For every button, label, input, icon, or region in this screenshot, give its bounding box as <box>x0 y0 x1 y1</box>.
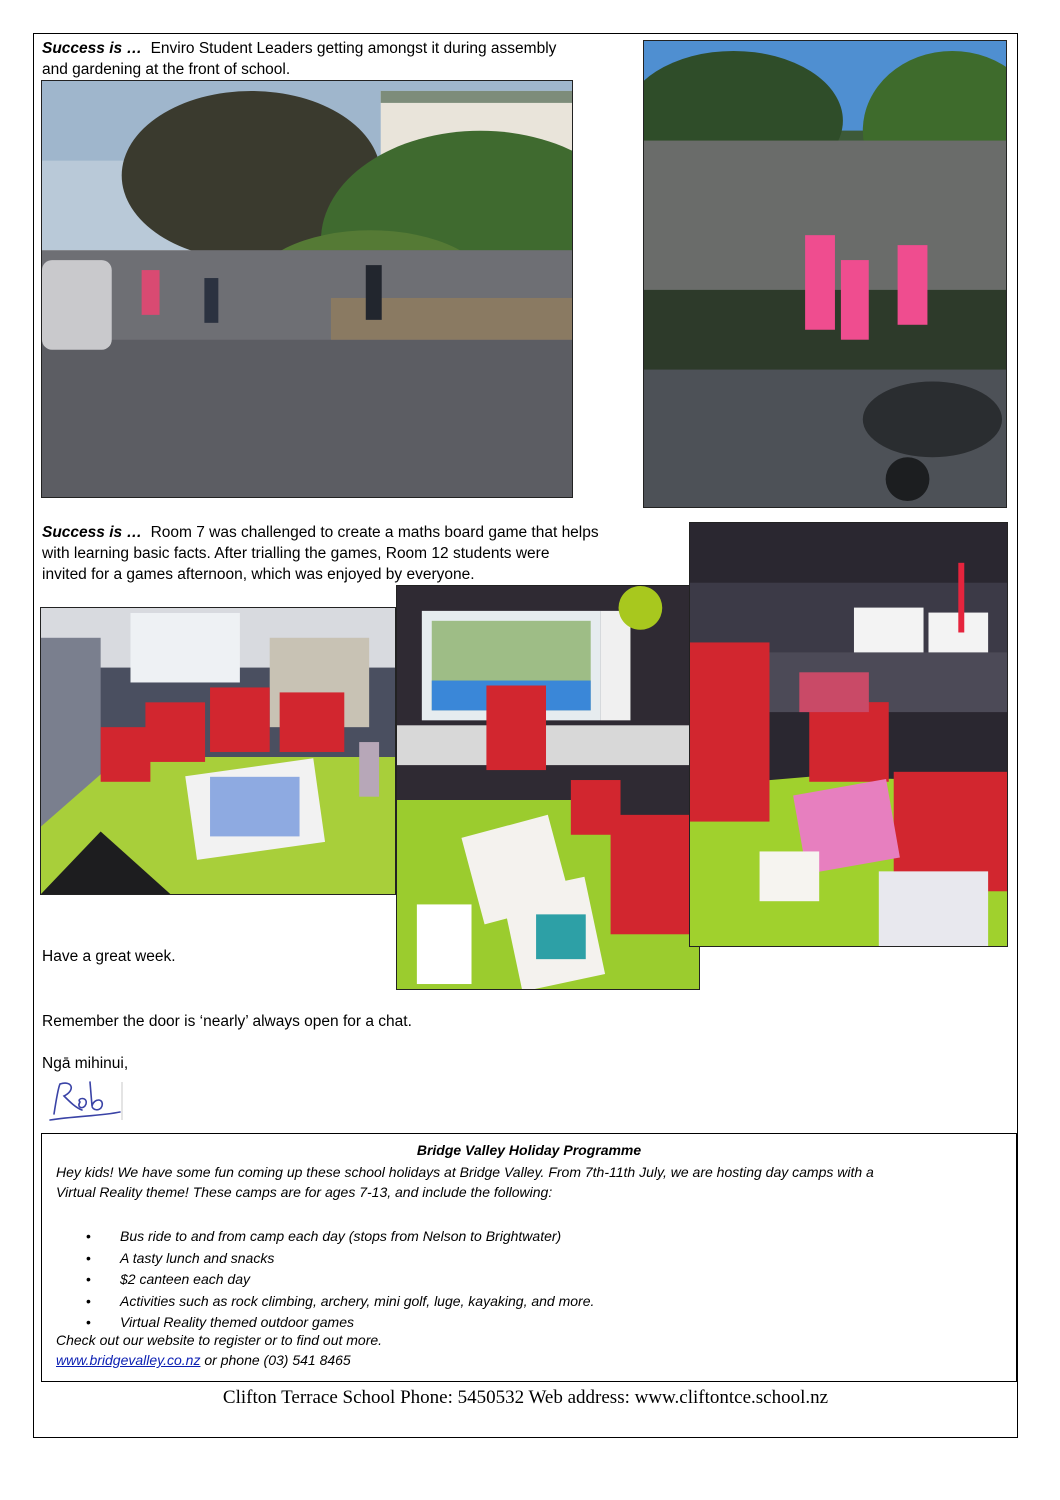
photo-gardening-front <box>41 80 573 498</box>
photo-children-window <box>396 585 700 990</box>
notice-contact <box>56 1350 351 1370</box>
closing-sign-off: Ngā mihinui, <box>42 1055 129 1072</box>
page-footer: Clifton Terrace School Phone: 5450532 Web address: www.cliftontce.school.nz <box>222 1387 829 1408</box>
bridgevalley-link[interactable]: www.bridgevalley.co.nz <box>56 1352 201 1368</box>
notice-item: • Activities such as rock climbing, archery, mini golf, luge, kayaking, and more. <box>86 1291 594 1313</box>
notice-item: • $2 canteen each day <box>86 1269 594 1291</box>
holiday-programme-box <box>41 1133 1017 1382</box>
closing-door: Remember the door is ‘nearly’ always open for a chat. <box>42 1013 412 1030</box>
section1-lead: Success is … <box>42 40 142 57</box>
notice-item: • Virtual Reality themed outdoor games <box>86 1312 594 1334</box>
photo-classroom-pink-board <box>689 522 1008 947</box>
notice-phone: or phone (03) 541 8465 <box>200 1352 351 1368</box>
photo-wheelbarrow <box>643 40 1007 508</box>
notice-title: Bridge Valley Holiday Programme <box>416 1142 642 1158</box>
photo-board-game-table <box>40 607 396 895</box>
closing-week: Have a great week. <box>42 948 176 965</box>
notice-item: • Bus ride to and from camp each day (stops from Nelson to Brightwater) <box>86 1226 594 1248</box>
section2-text <box>42 522 671 585</box>
section1-line1: Enviro Student Leaders getting amongst it during assembly <box>150 40 557 57</box>
notice-intro <box>56 1162 1006 1202</box>
notice-intro-line1: Hey kids! We have some fun coming up these school holidays at Bridge Valley. From 7th-11th July, we are hosting day camps with a <box>56 1164 874 1180</box>
section1-line2: and gardening at the front of school. <box>42 61 291 78</box>
section2-line3: invited for a games afternoon, which was enjoyed by everyone. <box>42 566 475 583</box>
notice-intro-line2: Virtual Reality theme! These camps are for ages 7-13, and include the following: <box>56 1184 553 1200</box>
section2-line1: Room 7 was challenged to create a maths board game that helps <box>150 524 599 541</box>
notice-item: • A tasty lunch and snacks <box>86 1248 594 1270</box>
section2-lead: Success is … <box>42 524 142 541</box>
section2-line2: with learning basic facts. After trialling the games, Room 12 students were <box>42 545 550 562</box>
notice-cta: Check out our website to register or to find out more. <box>56 1332 383 1348</box>
notice-items <box>86 1226 594 1334</box>
section1-text <box>42 38 642 80</box>
signature-image <box>46 1076 124 1124</box>
